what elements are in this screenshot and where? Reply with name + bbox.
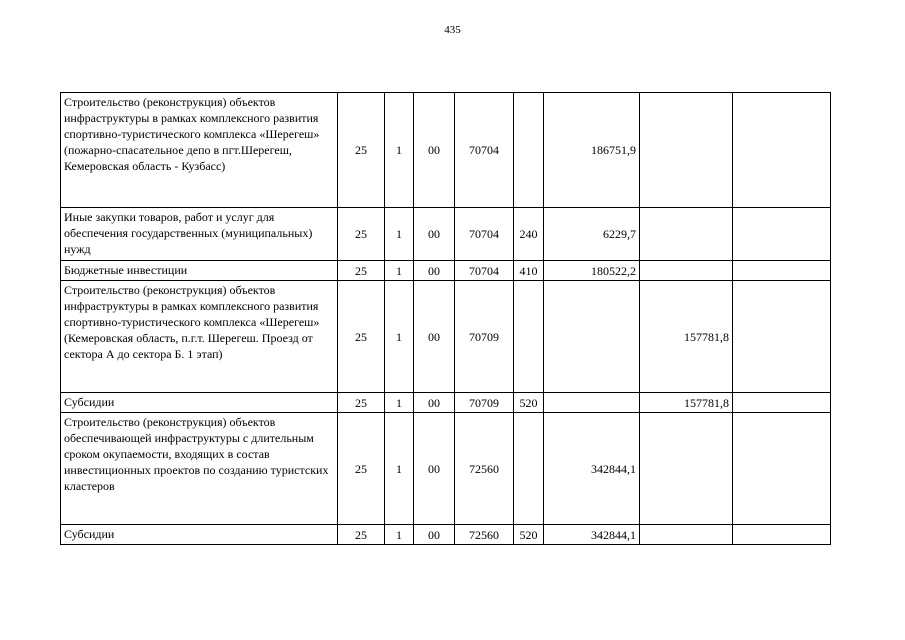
cell-c2: 1 — [385, 261, 414, 281]
table-row — [61, 413, 831, 525]
cell-c7: 157781,8 — [640, 281, 733, 393]
budget-table — [60, 92, 831, 545]
cell-c6 — [544, 393, 640, 413]
cell-c5 — [514, 93, 544, 208]
table-row — [61, 208, 831, 261]
cell-c6: 342844,1 — [544, 525, 640, 545]
cell-c4: 72560 — [455, 413, 514, 525]
cell-c1: 25 — [338, 261, 385, 281]
table-row — [61, 525, 831, 545]
cell-c1: 25 — [338, 281, 385, 393]
cell-c8 — [733, 393, 831, 413]
cell-c2: 1 — [385, 93, 414, 208]
cell-c4: 70704 — [455, 261, 514, 281]
cell-c2: 1 — [385, 413, 414, 525]
cell-c3: 00 — [414, 261, 455, 281]
cell-c4: 70704 — [455, 208, 514, 261]
cell-c5: 520 — [514, 525, 544, 545]
cell-c6: 180522,2 — [544, 261, 640, 281]
cell-c2: 1 — [385, 208, 414, 261]
cell-c8 — [733, 525, 831, 545]
cell-c4: 70709 — [455, 393, 514, 413]
page-number: 435 — [444, 24, 461, 36]
cell-c5: 240 — [514, 208, 544, 261]
cell-c4: 70704 — [455, 93, 514, 208]
cell-c5 — [514, 281, 544, 393]
cell-c7 — [640, 525, 733, 545]
cell-c8 — [733, 93, 831, 208]
cell-c5: 410 — [514, 261, 544, 281]
cell-c3: 00 — [414, 413, 455, 525]
cell-c4: 70709 — [455, 281, 514, 393]
cell-c7 — [640, 208, 733, 261]
cell-c6: 6229,7 — [544, 208, 640, 261]
cell-c6 — [544, 281, 640, 393]
cell-c7 — [640, 261, 733, 281]
cell-c5 — [514, 413, 544, 525]
table-row — [61, 93, 831, 208]
cell-c4: 72560 — [455, 525, 514, 545]
cell-c5: 520 — [514, 393, 544, 413]
table-row — [61, 393, 831, 413]
cell-c3: 00 — [414, 281, 455, 393]
cell-c7 — [640, 93, 733, 208]
cell-c7: 157781,8 — [640, 393, 733, 413]
cell-c2: 1 — [385, 525, 414, 545]
cell-c7 — [640, 413, 733, 525]
row-name: Строительство (реконструкция) объектов инфраструктуры в рамках комплексного развития спортивно-туристического комплекса «Шерегеш» (Кемеровская область, п.г.т. Шерегеш. Проезд от сектора А до сектора Б. 1 этап) — [61, 281, 338, 393]
row-name: Строительство (реконструкция) объектов инфраструктуры в рамках комплексного развития спортивно-туристического комплекса «Шерегеш» (пожарно-спасательное депо в пгт.Шерегеш, Кемеровская область - Кузбасс) — [61, 93, 338, 208]
cell-c1: 25 — [338, 525, 385, 545]
row-name: Иные закупки товаров, работ и услуг для обеспечения государственных (муниципальных) нужд — [61, 208, 338, 261]
cell-c2: 1 — [385, 393, 414, 413]
cell-c8 — [733, 281, 831, 393]
table-row — [61, 261, 831, 281]
cell-c6: 342844,1 — [544, 413, 640, 525]
cell-c8 — [733, 261, 831, 281]
row-name: Строительство (реконструкция) объектов обеспечивающей инфраструктуры с длительным сроком окупаемости, входящих в состав инвестиционных проектов по созданию туристских кластеров — [61, 413, 338, 525]
cell-c3: 00 — [414, 93, 455, 208]
cell-c2: 1 — [385, 281, 414, 393]
cell-c8 — [733, 208, 831, 261]
cell-c3: 00 — [414, 393, 455, 413]
row-name: Субсидии — [61, 393, 338, 413]
row-name: Бюджетные инвестиции — [61, 261, 338, 281]
cell-c3: 00 — [414, 525, 455, 545]
cell-c3: 00 — [414, 208, 455, 261]
cell-c6: 186751,9 — [544, 93, 640, 208]
table-row — [61, 281, 831, 393]
cell-c1: 25 — [338, 413, 385, 525]
row-name: Субсидии — [61, 525, 338, 545]
cell-c8 — [733, 413, 831, 525]
cell-c1: 25 — [338, 208, 385, 261]
cell-c1: 25 — [338, 393, 385, 413]
cell-c1: 25 — [338, 93, 385, 208]
